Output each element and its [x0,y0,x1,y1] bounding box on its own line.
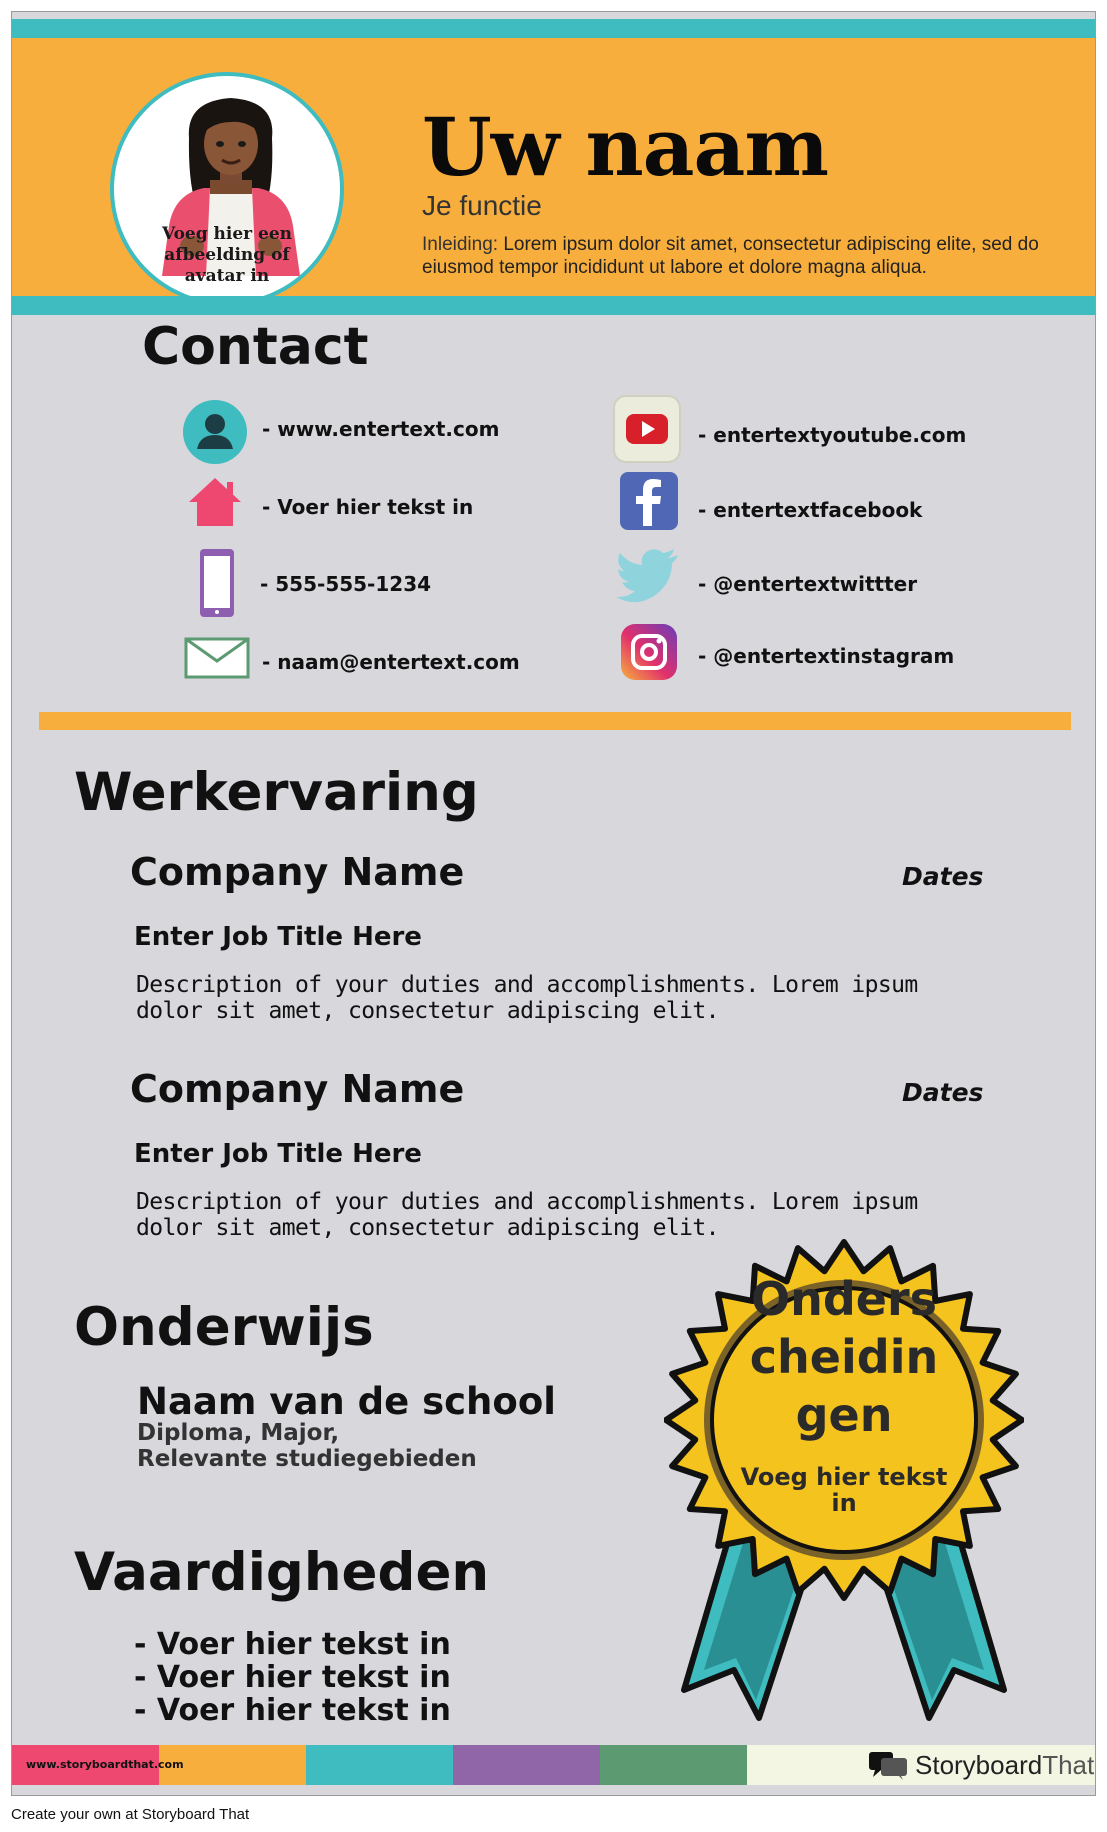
contact-youtube[interactable]: - entertextyoutube.com [698,423,967,447]
work-experience-heading: Werkervaring [74,762,479,823]
instagram-icon [619,622,679,682]
degree-line: Relevante studiegebieden [137,1446,477,1472]
badge-title-line: Onders [750,1272,938,1326]
contact-facebook[interactable]: - entertextfacebook [698,498,923,522]
badge-text-line: Voeg hier tekst [740,1463,948,1491]
education-heading: Onderwijs [74,1297,374,1358]
job-description[interactable]: Description of your duties and accomplishments. Lorem ipsum dolor sit amet, consectetur adipiscing elit. [136,1189,918,1241]
twitter-icon [616,549,680,603]
avatar[interactable] [110,72,344,306]
skill-item: - Voer hier tekst in [134,1627,451,1662]
chat-bubble-icon [867,1749,909,1781]
header-top-stripe [12,19,1095,38]
logo-text [915,1750,1094,1781]
bottom-caption[interactable]: Create your own at Storyboard That [11,1806,250,1823]
contact-address[interactable]: - Voer hier tekst in [262,495,474,519]
facebook-icon [618,470,680,532]
home-icon [187,474,243,530]
user-icon [182,399,248,465]
youtube-icon [612,394,682,464]
company-name[interactable]: Company Name [130,1067,465,1111]
job-description[interactable]: Description of your duties and accomplishments. Lorem ipsum dolor sit amet, consectetur adipiscing elit. [136,972,918,1024]
job-title[interactable]: Je functie [422,190,542,221]
contact-heading: Contact [142,317,369,377]
contact-email[interactable]: - naam@entertext.com [262,650,520,674]
badge-title-line: gen [795,1388,893,1442]
skill-item: - Voer hier tekst in [134,1693,451,1728]
job-dates[interactable]: Dates [902,1078,984,1107]
job-role[interactable]: Enter Job Title Here [134,1139,422,1169]
introduction-label: Inleiding: [422,234,499,255]
school-name[interactable]: Naam van de school [137,1380,556,1423]
avatar-caption-line: avatar in [184,266,270,286]
contact-website[interactable]: - www.entertext.com [262,417,500,441]
introduction-text: Lorem ipsum dolor sit amet, consectetur adipiscing elite, sed do eiusmod tempor incididunt ut labore et dolore magna aliqua. [422,234,1039,278]
footer-segment [306,1745,453,1785]
mail-icon [184,637,250,679]
header [12,38,1095,296]
footer-url[interactable]: www.storyboardthat.com [26,1758,184,1771]
contact-phone[interactable]: - 555-555-1234 [260,572,432,596]
contact-twitter[interactable]: - @entertextwittter [698,572,918,596]
skills-heading: Vaardigheden [74,1542,490,1603]
introduction[interactable] [422,233,1062,279]
avatar-caption [114,224,340,287]
resume-page [11,11,1096,1796]
badge-text[interactable] [732,1464,956,1516]
badge-title-line: cheidin [749,1330,939,1384]
logo-text-light: That [1042,1749,1095,1780]
contact-instagram[interactable]: - @entertextinstagram [698,644,955,668]
badge-title[interactable] [724,1270,964,1444]
company-name[interactable]: Company Name [130,850,465,894]
logo-text-bold: Storyboard [915,1749,1043,1780]
avatar-caption-line: Voeg hier een [161,224,293,244]
section-divider [39,712,1071,730]
footer-segment [453,1745,600,1785]
footer-color-bar [12,1745,1095,1785]
badge-text-line: in [831,1489,857,1517]
skills-list[interactable] [134,1628,451,1727]
phone-icon [198,547,236,619]
job-dates[interactable]: Dates [902,862,984,891]
storyboardthat-logo[interactable] [867,1749,1094,1781]
person-name[interactable]: Uw naam [422,100,828,194]
degree-info[interactable] [137,1420,477,1472]
footer-segment [600,1745,747,1785]
degree-line: Diploma, Major, [137,1420,340,1446]
skill-item: - Voer hier tekst in [134,1660,451,1695]
job-role[interactable]: Enter Job Title Here [134,922,422,952]
header-bottom-stripe [12,296,1095,315]
avatar-caption-line: afbeelding of [164,245,290,265]
